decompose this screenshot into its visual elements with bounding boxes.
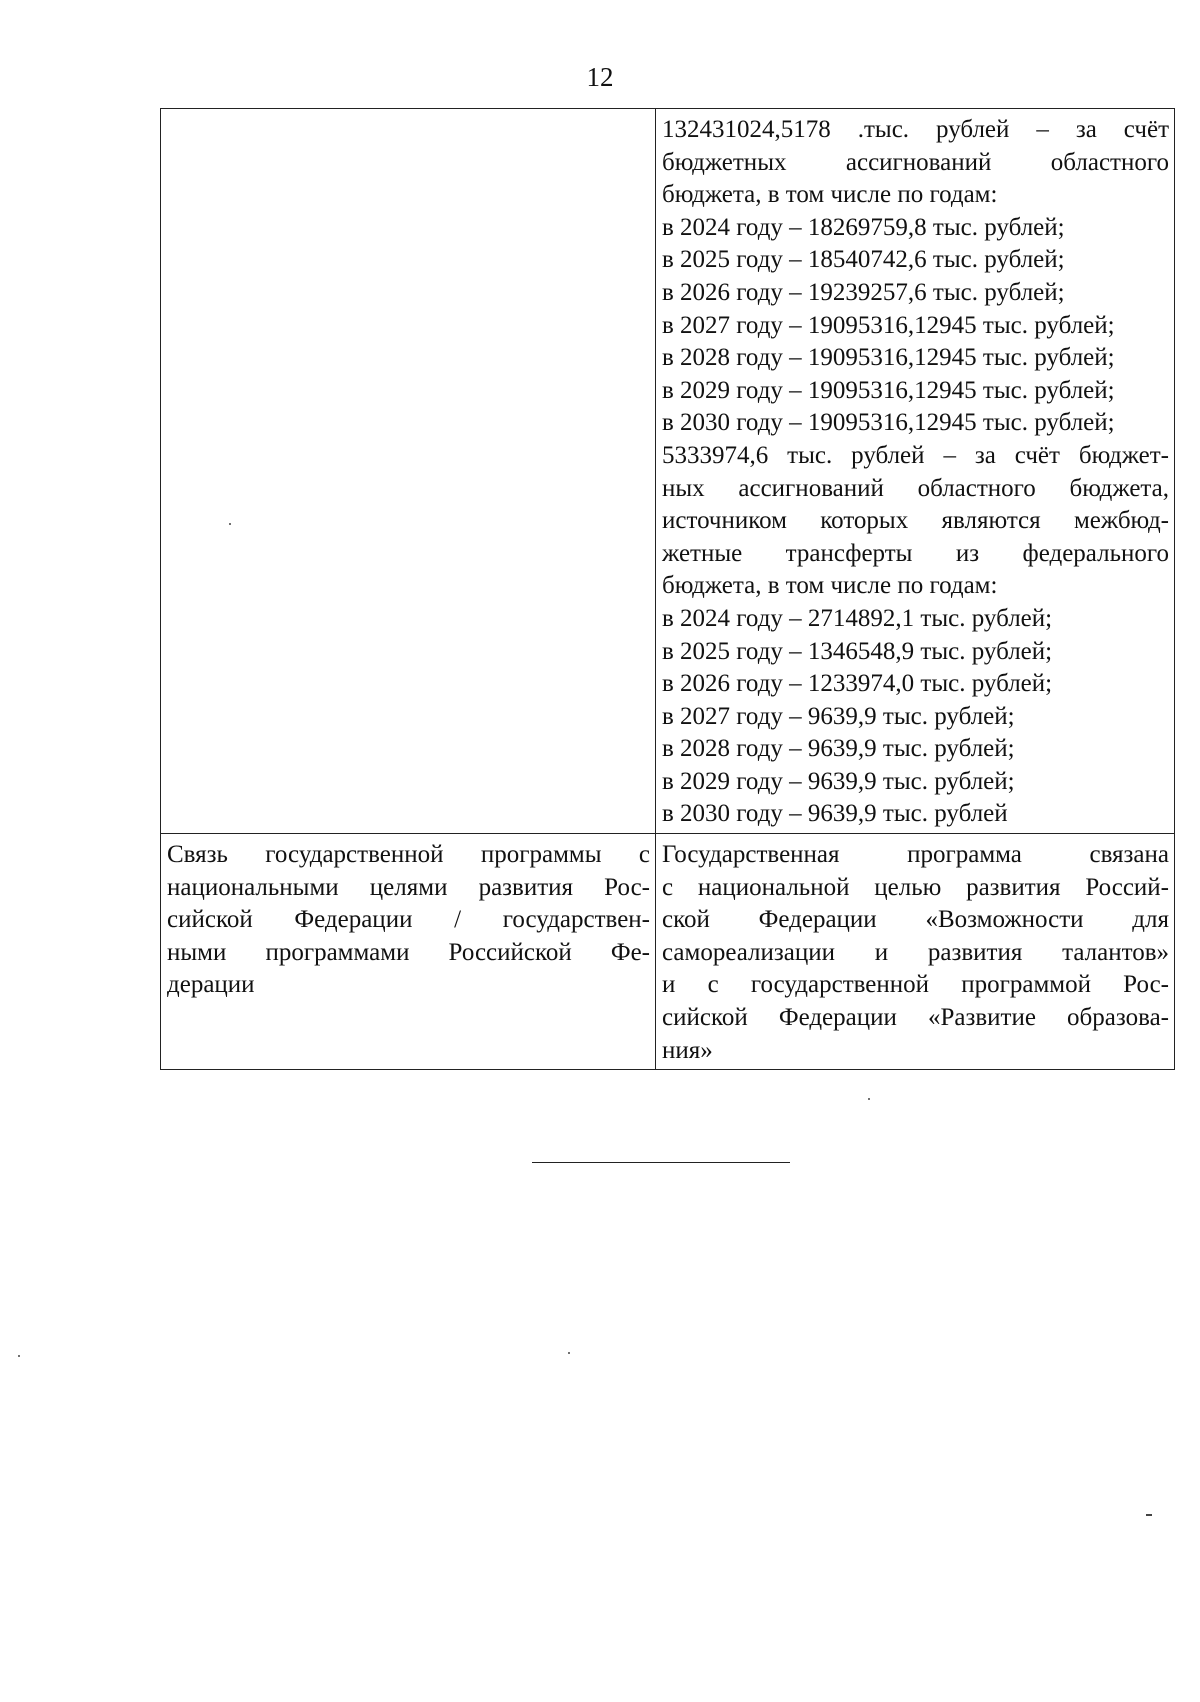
label-line: сийской Федерации / государствен- [167,906,650,934]
funding-line: 132431024,5178 .тыс. рублей – за счёт [662,116,1169,143]
funding-line: в 2030 году – 19095316,12945 тыс. рублей; [662,409,1115,437]
scan-speck [568,1352,570,1354]
funding-line: в 2024 году – 2714892,1 тыс. рублей; [662,604,1053,632]
funding-line: 5333974,6 тыс. рублей – за счёт бюджет- [662,441,1169,469]
value-line: с национальной целью развития Россий- [662,873,1169,901]
value-line: сийской Федерации «Развитие образова- [662,1004,1169,1032]
label-line: национальными целями развития Рос- [167,873,650,901]
scan-speck [229,523,231,525]
funding-line: в 2029 году – 19095316,12945 тыс. рублей; [662,376,1115,404]
scan-speck [868,1098,870,1100]
funding-line: бюджета, в том числе по годам: [662,572,998,600]
funding-label-cell [161,109,656,834]
national-goals-value-cell [656,834,1175,1070]
funding-line: в 2029 году – 9639,9 тыс. рублей; [662,767,1015,795]
funding-line: бюджетных ассигнований областного [662,148,1169,176]
funding-line: в 2027 году – 19095316,12945 тыс. рублей; [662,311,1115,339]
page-number: 12 [586,62,614,92]
label-line: ными программами Российской Фе- [167,938,650,966]
funding-line: источником которых являются межбюд- [662,507,1169,535]
value-line: самореализации и развития талантов» [662,938,1169,966]
value-line: Государственная программа связана [662,841,1169,869]
funding-value-cell [656,109,1175,834]
label-line: дерации [167,971,255,999]
funding-line: бюджета, в том числе по годам: [662,181,998,209]
label-line: Связь государственной программы с [167,841,650,869]
end-of-document-rule [532,1162,790,1163]
value-line: ния» [662,1036,713,1064]
funding-line: в 2030 году – 9639,9 тыс. рублей [662,800,1008,828]
scan-speck [1146,1514,1152,1516]
funding-line: в 2028 году – 19095316,12945 тыс. рублей; [662,344,1115,372]
funding-line: в 2025 году – 18540742,6 тыс. рублей; [662,246,1065,274]
funding-line: ных ассигнований областного бюджета, [662,474,1169,502]
funding-line: в 2024 году – 18269759,8 тыс. рублей; [662,213,1065,241]
value-line: ской Федерации «Возможности для [662,906,1169,934]
funding-line: жетные трансферты из федерального [662,539,1169,567]
national-goals-label-cell [161,834,656,1070]
value-line: и с государственной программой Рос- [662,971,1169,999]
scan-speck [18,1355,20,1357]
program-passport-table [160,108,1175,1070]
table-row-national-goals [161,834,1175,1070]
funding-line: в 2027 году – 9639,9 тыс. рублей; [662,702,1015,730]
funding-line: в 2026 году – 1233974,0 тыс. рублей; [662,670,1053,698]
funding-line: в 2025 году – 1346548,9 тыс. рублей; [662,637,1053,665]
funding-line: в 2026 году – 19239257,6 тыс. рублей; [662,278,1065,306]
funding-line: в 2028 году – 9639,9 тыс. рублей; [662,735,1015,763]
table-row-funding [161,109,1175,834]
